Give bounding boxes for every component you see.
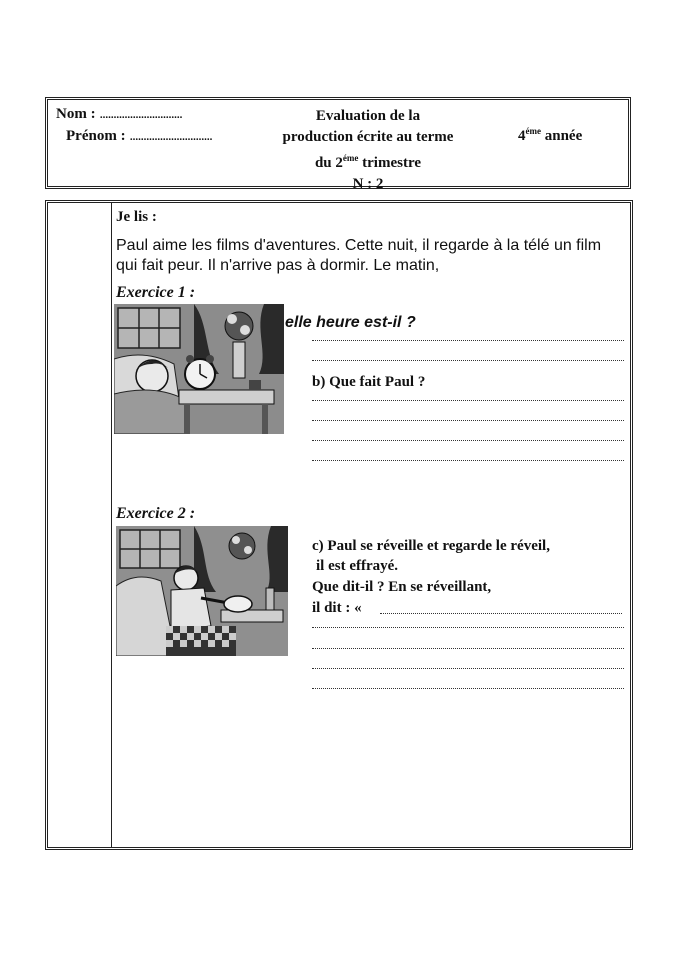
header-box [45, 97, 631, 192]
question-c-line-4: il dit : « [312, 600, 362, 616]
answer-line-c4[interactable] [312, 688, 624, 689]
year-sup: éme [525, 126, 541, 136]
nom-dots: .............................. [99, 106, 182, 122]
answer-line-c2[interactable] [312, 648, 624, 649]
exercice-2-title: Exercice 2 : [116, 505, 196, 522]
nom-field[interactable] [56, 106, 182, 123]
answer-line-b4[interactable] [312, 460, 624, 461]
nom-label: Nom : [56, 106, 96, 122]
question-c-line-2: il est effrayé. [316, 558, 399, 574]
title-line-1: Evaluation de la [315, 108, 421, 124]
margin-column-divider [111, 203, 112, 847]
prenom-dots: .............................. [129, 128, 212, 144]
question-a-label: elle heure est-il ? [285, 314, 416, 331]
answer-line-b1[interactable] [312, 400, 624, 401]
question-b-label: b) Que fait Paul ? [312, 374, 426, 390]
title-line-3-post: trimestre [362, 155, 422, 171]
reading-paragraph: Paul aime les films d'aventures. Cette nuit, il regarde à la télé un film qui fait peur. Il n'arrive pas à dormir. Le matin, [116, 237, 602, 274]
evaluation-title [253, 106, 483, 195]
question-c-line-1: c) Paul se réveille et regarde le réveil, [312, 538, 550, 554]
prenom-field[interactable] [66, 128, 212, 145]
exercice-1-title: Exercice 1 : [116, 284, 196, 301]
question-c-line-3: Que dit-il ? En se réveillant, [312, 579, 492, 595]
je-lis-heading: Je lis : [116, 209, 157, 225]
boy-in-bed-illustration [114, 304, 284, 434]
prenom-label: Prénom : [66, 128, 126, 144]
year-label [518, 126, 582, 145]
answer-line-b3[interactable] [312, 440, 624, 441]
title-line-3-sup: éme [342, 153, 359, 163]
answer-line-a2[interactable] [312, 360, 624, 361]
answer-line-c1[interactable] [312, 627, 624, 628]
answer-line-c0[interactable] [380, 613, 622, 614]
title-line-3 [253, 148, 483, 174]
year-num: 4 [518, 128, 526, 144]
year-text: année [544, 128, 583, 144]
title-line-4: N : 2 [352, 176, 384, 192]
answer-line-c3[interactable] [312, 668, 624, 669]
title-line-3-pre: du 2 [314, 155, 343, 171]
answer-line-b2[interactable] [312, 420, 624, 421]
boy-waking-illustration [116, 526, 288, 656]
answer-line-a1[interactable] [312, 340, 624, 341]
title-line-2: production écrite au terme [282, 129, 454, 145]
